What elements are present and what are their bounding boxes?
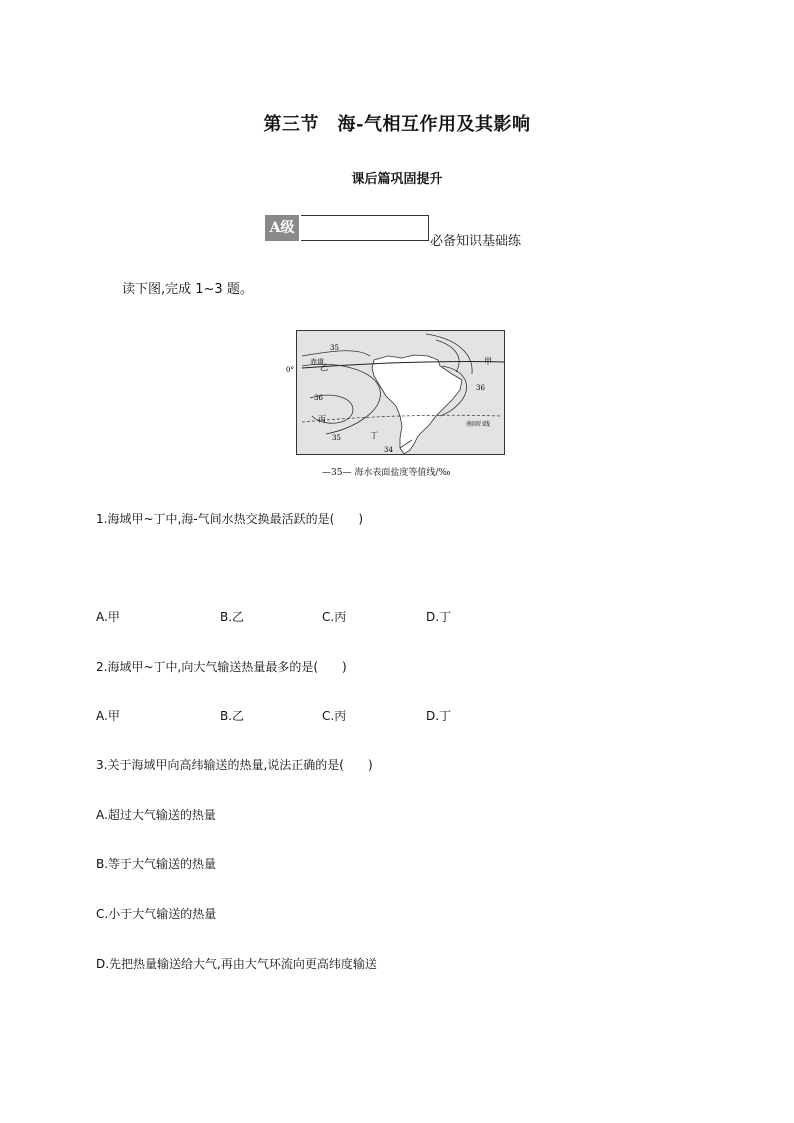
q3-option-c: C.小于大气输送的热量 [96,907,217,921]
q2-option-c: C.丙 [322,709,347,723]
label-equator: 赤道 [310,358,324,366]
salinity-map [286,330,506,460]
page-title: 第三节 海-气相互作用及其影响 [263,114,531,135]
question-2: 2.海域甲~丁中,向大气输送热量最多的是( ) [96,660,347,674]
level-badge: A级 [265,215,299,241]
label-iso36-left: 36 [314,394,323,402]
q1-option-d: D.丁 [426,610,452,624]
label-jia: 甲 [484,357,492,366]
section-subtitle: 课后篇巩固提升 [351,172,443,187]
q1-option-a: A.甲 [96,610,120,624]
label-zero: 0° [286,366,294,374]
label-tropic: 南回归线 [466,421,491,428]
q3-option-a: A.超过大气输送的热量 [96,808,216,822]
label-yi: 乙 [320,363,328,372]
q2-option-d: D.丁 [426,709,452,723]
figure-caption: —35— 海水表面盐度等值线/‰ [322,468,451,478]
label-iso36-right: 36 [476,384,485,392]
label-ding: 丁 [370,431,378,440]
q1-option-b: B.乙 [220,610,245,624]
label-bing: 丙 [318,415,326,424]
q3-option-d: D.先把热量输送给大气,再由大气环流向更高纬度输送 [96,957,377,971]
label-iso35-top: 35 [330,344,339,352]
q2-option-b: B.乙 [220,709,245,723]
intro-text: 读下图,完成 1~3 题。 [122,282,253,297]
q3-option-b: B.等于大气输送的热量 [96,857,217,871]
level-box [301,215,429,241]
question-3: 3.关于海域甲向高纬输送的热量,说法正确的是( ) [96,758,373,772]
q1-option-c: C.丙 [322,610,347,624]
question-1: 1.海域甲~丁中,海-气间水热交换最活跃的是( ) [96,512,364,526]
label-iso34: 34 [384,446,393,454]
q2-option-a: A.甲 [96,709,120,723]
level-text: 必备知识基础练 [430,234,522,249]
label-iso35-left: 35 [332,434,341,442]
